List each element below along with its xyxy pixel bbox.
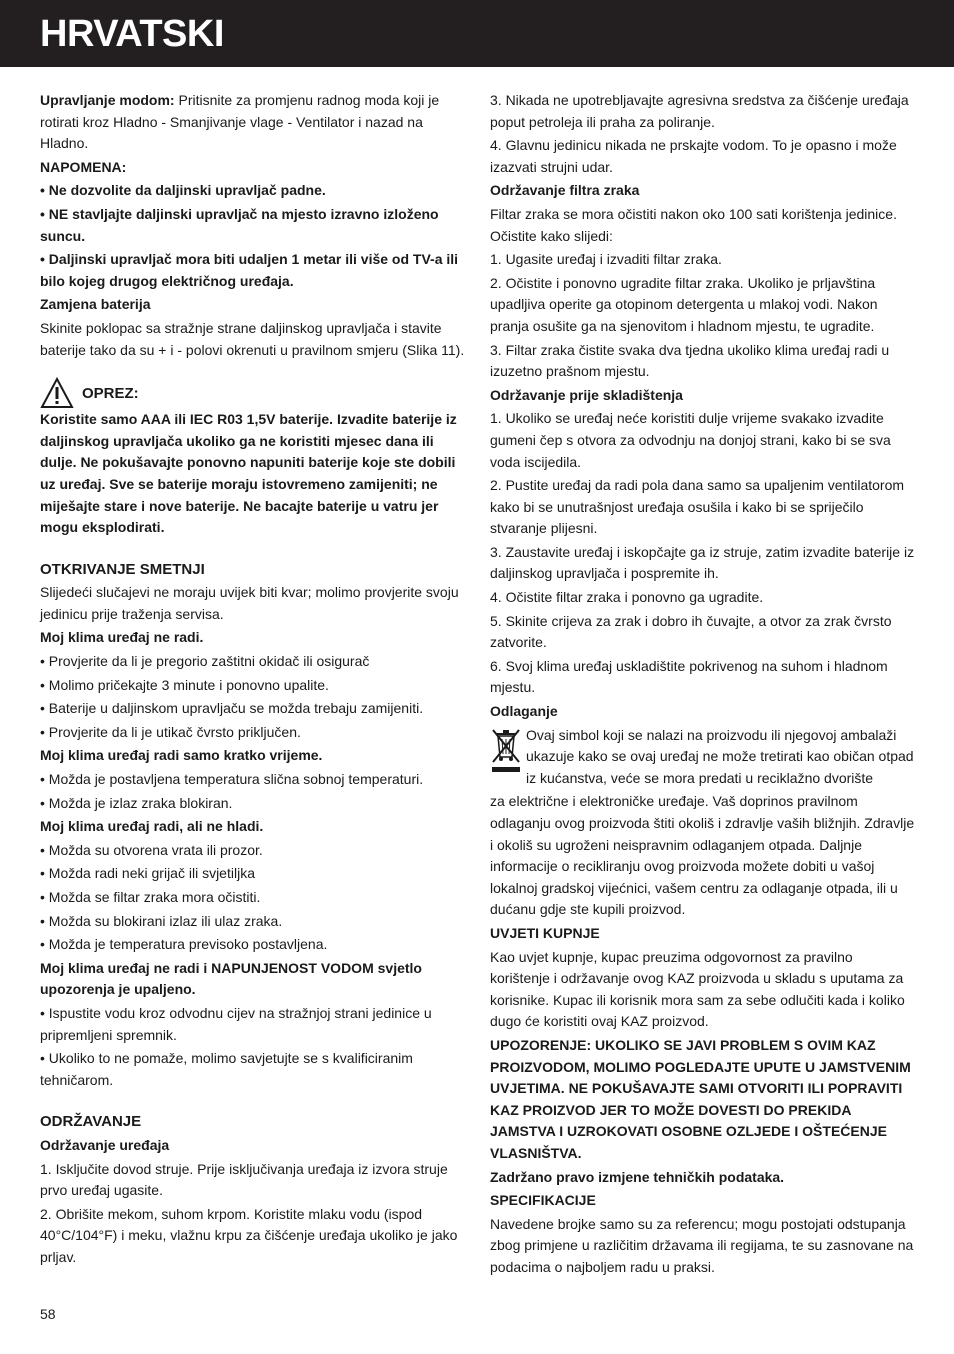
specifications-title: SPECIFIKACIJE [490, 1192, 596, 1209]
issue-title: Moj klima uređaj radi samo kratko vrijeme. [40, 747, 323, 764]
left-column [40, 90, 466, 1271]
disposal-block [490, 725, 916, 790]
storage-step: 6. Svoj klima uređaj uskladištite pokrivenog na suhom i hladnom mjestu. [490, 657, 888, 696]
right-column [490, 90, 916, 1280]
storage-step: 4. Očistite filtar zraka i ponovno ga ugradite. [490, 589, 764, 606]
filter-step: 1. Ugasite uređaj i izvaditi filtar zraka. [490, 251, 722, 268]
warning-text: UPOZORENJE: UKOLIKO SE JAVI PROBLEM S OVIM KAZ PROIZVODOM, MOLIMO POGLEDAJTE UPUTE U JAMSTVENIM UVJETIMA. NE POKUŠAVAJTE SAMI OTVORITI ILI POPRAVITI KAZ PROIZVOD JER TO MOŽE DOVESTI DO PREKIDA JAMSTVA I UZROKOVATI OSOBNE OZLJEDE I OŠTEĆENJE VLASNIŠTVA. [490, 1036, 911, 1161]
purchase-title: UVJETI KUPNJE [490, 924, 600, 941]
list-item: • Molimo pričekajte 3 minute i ponovno upalite. [40, 676, 329, 693]
disposal-text-continued: za električne i elektroničke uređaje. Vaš doprinos pravilnom odlaganju ovog proizvoda štiti okoliš i zdravlje vaših bližnjih. Zdravlje i okoliš su ugroženi neispravnim odlaganjem otpada. Daljnje informacije o recikliranju ovog proizvoda možete dobiti u vašoj lokalnoj gradskoj vijećnici, vašem centru za odlaganje otpada, ili u dućanu gdje ste kupili proizvod. [490, 793, 915, 918]
page-number: 58 [40, 1306, 56, 1322]
storage-step: 3. Zaustavite uređaj i iskopčajte ga iz struje, zatim izvadite baterije iz daljinskog upravljača i pospremite ih. [490, 543, 915, 582]
list-item: • Baterije u daljinskom upravljaču se možda trebaju zamijeniti. [40, 700, 424, 717]
storage-step: 1. Ukoliko se uređaj neće koristiti dulje vrijeme svakako izvadite gumeni čep s otvora za odvodnju na donjoj strani, kako bi se sva voda iscijedila. [490, 410, 891, 470]
reserved-text: Zadržano pravo izmjene tehničkih podataka. [490, 1168, 785, 1185]
warning-triangle-icon [40, 377, 74, 409]
maintenance-step: 1. Isključite dovod struje. Prije isključivanja uređaja iz izvora struje prvo uređaj ugasite. [40, 1160, 448, 1199]
list-item: • Možda su blokirani izlaz ili ulaz zraka. [40, 912, 283, 929]
note-title: NAPOMENA: [40, 158, 127, 175]
issue-title: Moj klima uređaj radi, ali ne hladi. [40, 818, 264, 835]
mode-control-paragraph [40, 90, 466, 155]
caution-text: Koristite samo AAA ili IEC R03 1,5V baterije. Izvadite baterije iz daljinskog upravljača ukoliko ga ne koristiti mjesec dana ili dulje. Ne pokušavajte ponovno napuniti baterije koje ste dobili uz uređaj. Sve se baterije moraju istovremeno zamijeniti; ne miješajte stare i nove baterije. Ne bacajte baterije u vatru jer mogu eksplodirati. [40, 411, 457, 536]
mode-control-label: Upravljanje modom: [40, 92, 175, 108]
list-item: • Možda je izlaz zraka blokiran. [40, 794, 233, 811]
maintenance-step: 2. Obrišite mekom, suhom krpom. Koristite mlaku vodu (ispod 40°C/104°F) i meku, vlažnu krpu za čišćenje uređaja ukoliko je jako prljav. [40, 1205, 458, 1265]
maintenance-step: 3. Nikada ne upotrebljavajte agresivna sredstva za čišćenje uređaja poput petroleja ili praha za poliranje. [490, 92, 909, 130]
weee-bin-icon [490, 727, 522, 775]
list-item: • Provjerite da li je utikač čvrsto priključen. [40, 723, 301, 740]
maintenance-step: 4. Glavnu jedinicu nikada ne prskajte vodom. To je opasno i može izazvati strujni udar. [490, 137, 897, 175]
purchase-text: Kao uvjet kupnje, kupac preuzima odgovornost za pravilno korištenje i održavanje ovog KAZ proizvoda u skladu s uputama za korisnike. Kupac ili korisnik mora sam za sebe odlučiti kada i koliko dugo će koristiti ovaj KAZ proizvod. [490, 948, 905, 1030]
battery-title: Zamjena baterija [40, 296, 151, 313]
list-item: • Ispustite vodu kroz odvodnu cijev na stražnjoj strani jedinice u pripremljeni spremnik. [40, 1004, 432, 1043]
troubleshooting-intro: Slijedeći slučajevi ne moraju uvijek biti kvar; molimo provjerite svoju jedinicu prije traženja servisa. [40, 584, 459, 622]
list-item: • Možda je postavljena temperatura slična sobnoj temperaturi. [40, 771, 424, 788]
maintenance-subtitle: Održavanje uređaja [40, 1136, 170, 1153]
disposal-text: Ovaj simbol koji se nalazi na proizvodu ili njegovoj ambalaži ukazuje kako se ovaj uređaj ne može tretirati kao običan otpad iz kućanstva, veće se mora predati u reciklažno dvorište [526, 726, 914, 786]
battery-text: Skinite poklopac sa stražnje strane daljinskog upravljača i stavite baterije tako da su + i - polovi okrenuti u pravilnom smjeru (Slika 11). [40, 319, 465, 358]
list-item: • Možda su otvorena vrata ili prozor. [40, 841, 263, 858]
list-item: • Možda radi neki grijač ili svjetiljka [40, 865, 255, 882]
mode-control-text: Pritisnite za promjenu radnog moda koji je rotirati kroz Hladno - Smanjivanje vlage - Ventilator i nazad na Hladno. [40, 92, 440, 152]
page-header [0, 0, 954, 67]
storage-step: 2. Pustite uređaj da radi pola dana samo sa upaljenim ventilatorom kako bi se unutrašnjost uređaja osušila i kako bi se spriječilo stvaranje plijesni. [490, 477, 905, 537]
note-item: • Daljinski upravljač mora biti udaljen 1 metar ili više od TV-a ili bilo kojeg drugog električnog uređaja. [40, 251, 459, 289]
specifications-text: Navedene brojke samo su za referencu; mogu postojati odstupanja zbog primjene u različitim državama ili regijama, te su zasnovane na podacima o najboljem radu u praksi. [490, 1215, 914, 1275]
storage-step: 5. Skinite crijeva za zrak i dobro ih čuvajte, a otvor za zrak čvrsto zatvorite. [490, 612, 892, 651]
note-item: • NE stavljajte daljinski upravljač na mjesto izravno izloženo suncu. [40, 205, 439, 244]
caution-title: OPREZ: [82, 385, 139, 403]
filter-step: 2. Očistite i ponovno ugradite filtar zraka. Ukoliko je prljavština upadljiva operite ga otopinom detergenta u mlakoj vodi. Nakon pranja osušite ga na sjenovitom i hladnom mjestu, te ugradite. [490, 274, 878, 334]
issue-title: Moj klima uređaj ne radi i NAPUNJENOST VODOM svjetlo upozorenja je upaljeno. [40, 959, 422, 998]
language-title: HRVATSKI [40, 13, 224, 55]
note-item: • Ne dozvolite da daljinski upravljač padne. [40, 182, 326, 199]
caution-heading [40, 377, 466, 409]
list-item: • Ukoliko to ne pomaže, molimo savjetujte se s kvalificiranim tehničarom. [40, 1050, 413, 1088]
disposal-title: Odlaganje [490, 703, 558, 720]
troubleshooting-title: OTKRIVANJE SMETNJI [40, 560, 205, 578]
maintenance-title: ODRŽAVANJE [40, 1113, 142, 1131]
list-item: • Možda se filtar zraka mora očistiti. [40, 889, 261, 905]
storage-title: Održavanje prije skladištenja [490, 386, 683, 403]
filter-intro: Filtar zraka se mora očistiti nakon oko 100 sati korištenja jedinice. Očistite kako slijedi: [490, 205, 897, 244]
filter-step: 3. Filtar zraka čistite svaka dva tjedna ukoliko klima uređaj radi u izuzetno prašnom mjestu. [490, 341, 890, 380]
filter-title: Održavanje filtra zraka [490, 182, 640, 199]
list-item: • Možda je temperatura previsoko postavljena. [40, 936, 328, 953]
issue-title: Moj klima uređaj ne radi. [40, 629, 204, 646]
list-item: • Provjerite da li je pregorio zaštitni okidač ili osigurač [40, 653, 370, 670]
